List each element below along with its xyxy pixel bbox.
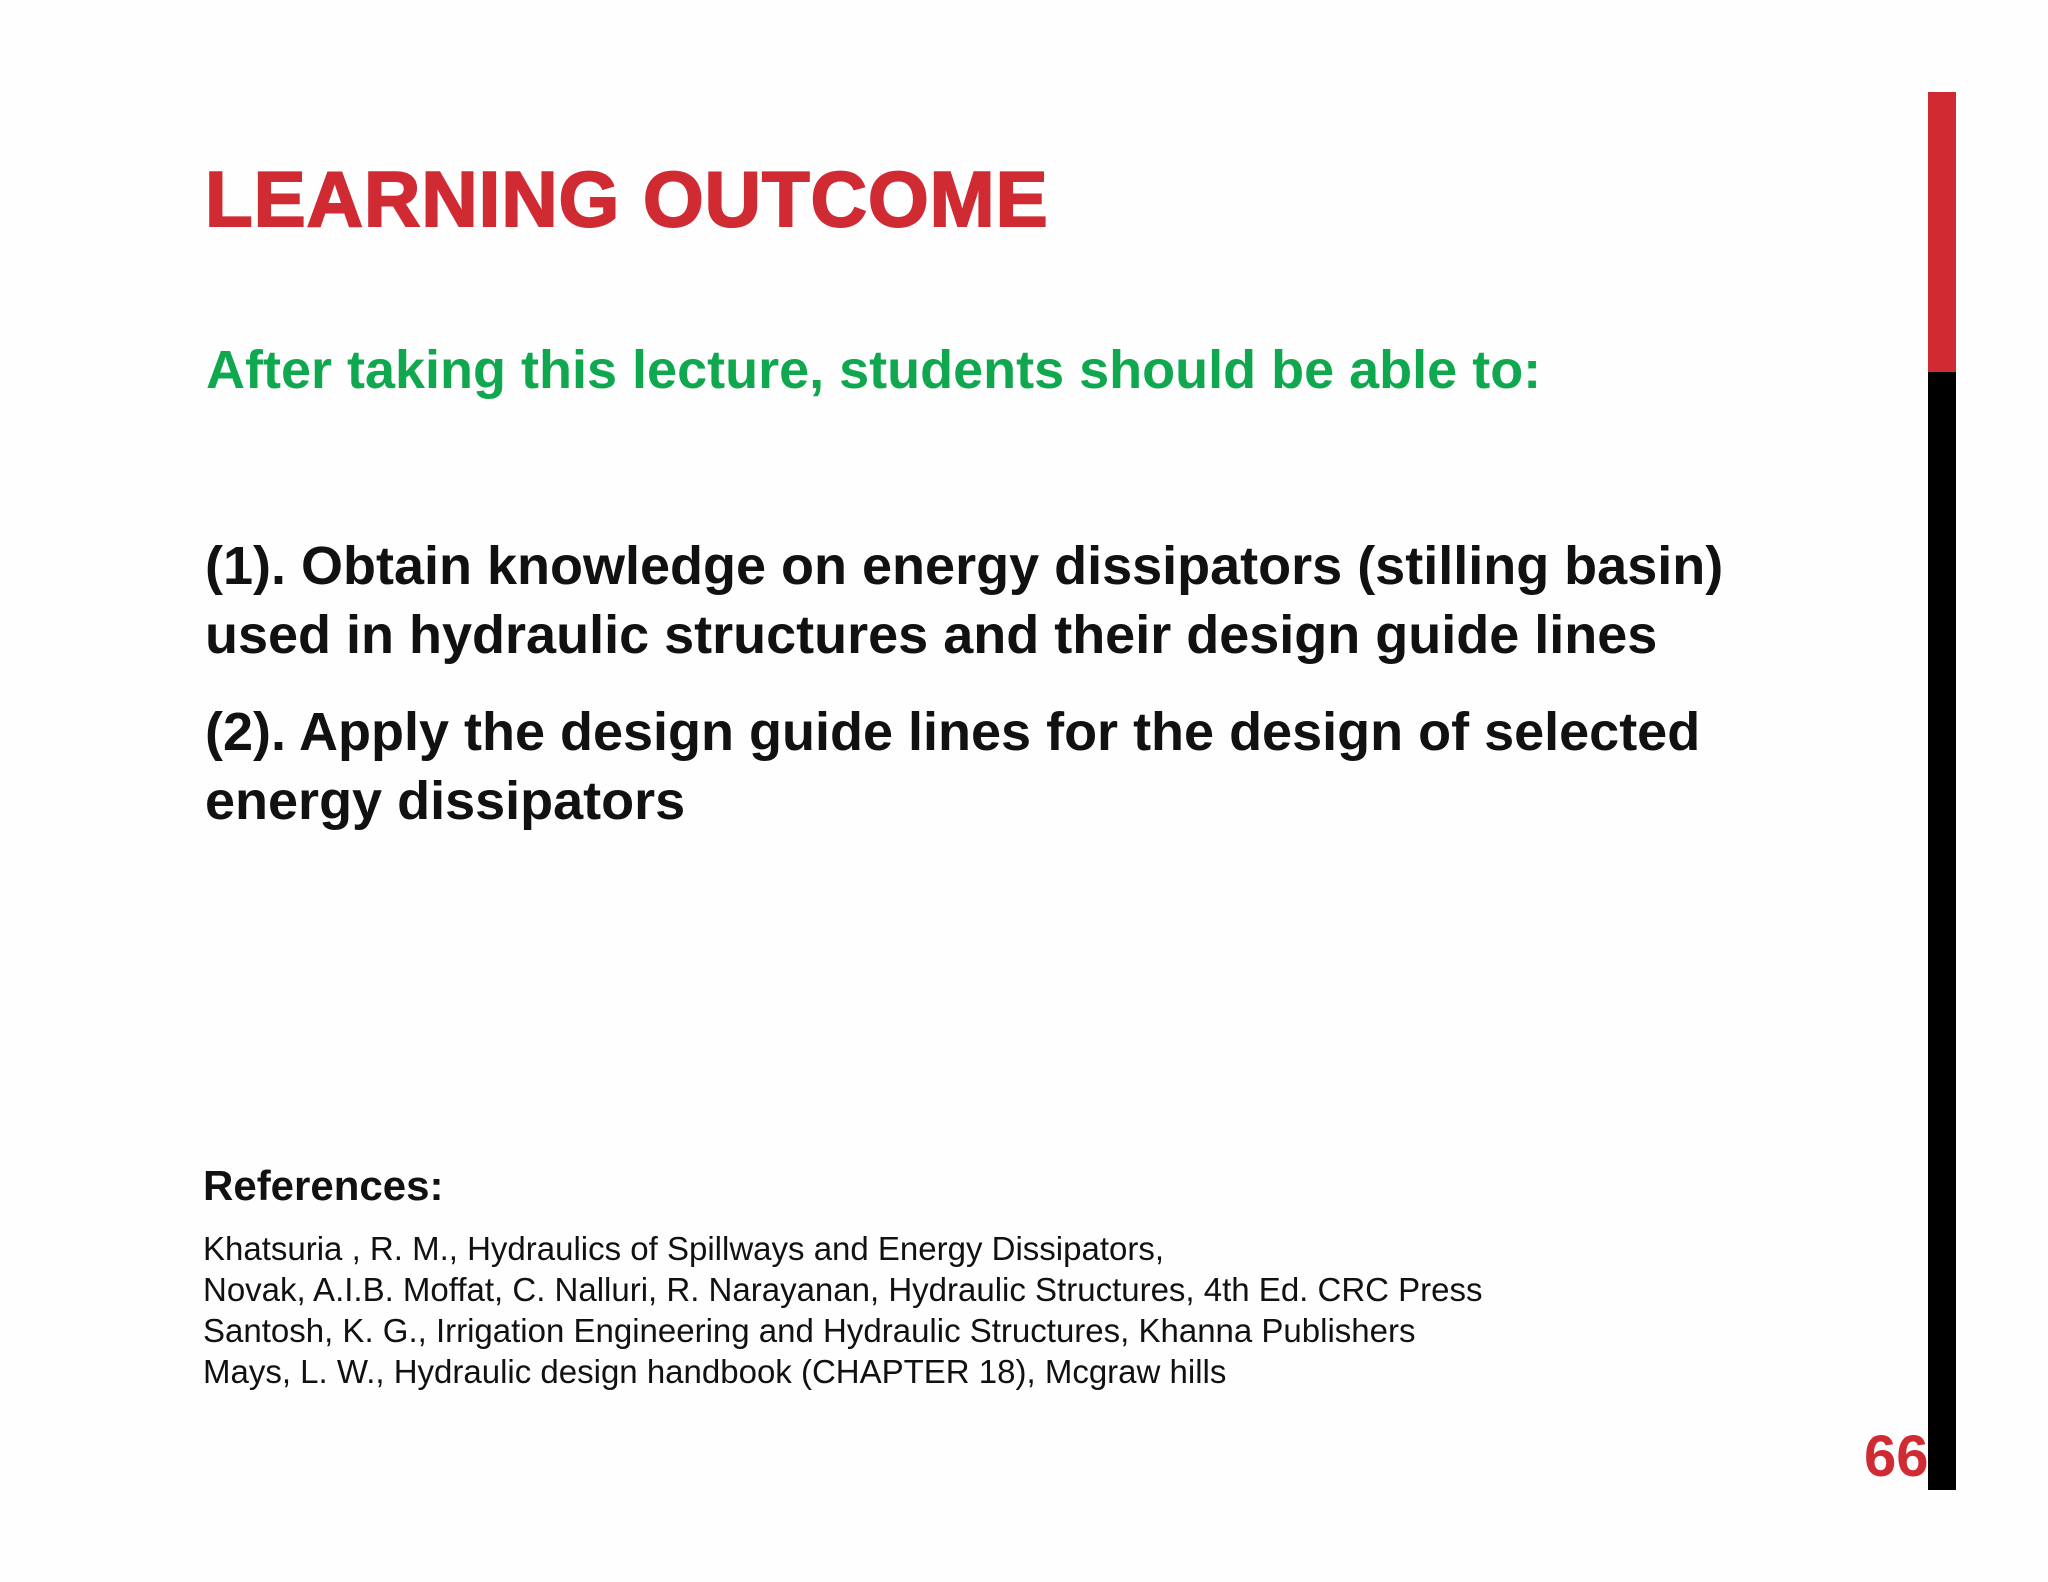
side-bar-black-segment — [1928, 372, 1956, 1490]
learning-outcomes-list — [205, 532, 1885, 864]
slide-title: LEARNING OUTCOME — [205, 155, 1049, 243]
references-list — [203, 1228, 1483, 1392]
learning-outcome-1-line-1: (1). Obtain knowledge on energy dissipators (stilling basin) — [205, 536, 1724, 596]
learning-outcome-2 — [205, 698, 1885, 836]
decorative-side-bar — [1928, 92, 1956, 1490]
learning-outcome-2-line-1: (2). Apply the design guide lines for the design of selected — [205, 702, 1701, 762]
page-number: 66 — [1864, 1424, 1929, 1489]
learning-outcome-2-line-2: energy dissipators — [205, 771, 686, 831]
reference-item: Khatsuria , R. M., Hydraulics of Spillways and Energy Dissipators, — [203, 1230, 1165, 1267]
reference-item: Mays, L. W., Hydraulic design handbook (CHAPTER 18), Mcgraw hills — [203, 1353, 1227, 1390]
references-heading: References: — [203, 1162, 444, 1209]
learning-outcome-1-line-2: used in hydraulic structures and their design guide lines — [205, 605, 1658, 665]
reference-item: Santosh, K. G., Irrigation Engineering and Hydraulic Structures, Khanna Publishers — [203, 1312, 1416, 1349]
learning-outcome-1 — [205, 532, 1885, 670]
side-bar-red-segment — [1928, 92, 1956, 372]
reference-item: Novak, A.I.B. Moffat, C. Nalluri, R. Narayanan, Hydraulic Structures, 4th Ed. CRC Press — [203, 1271, 1483, 1308]
slide-subtitle: After taking this lecture, students should be able to: — [206, 340, 1542, 400]
